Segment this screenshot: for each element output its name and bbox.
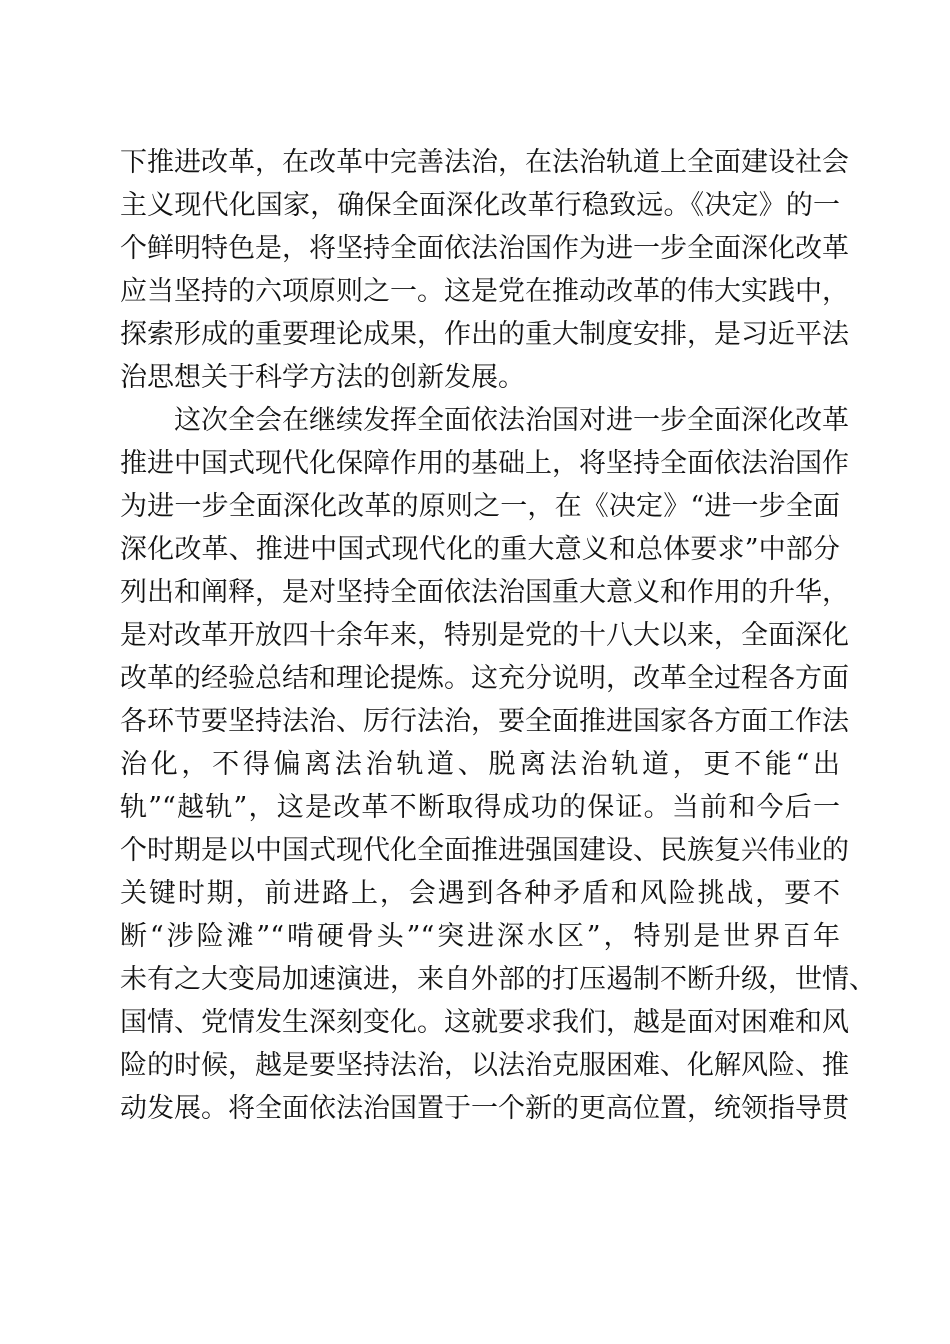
text-line: 个鲜明特色是，将坚持全面依法治国作为进一步全面深化改革 — [120, 233, 849, 264]
text-line: 列出和阐释，是对坚持全面依法治国重大意义和作用的升华， — [120, 577, 849, 608]
text-line: 推进中国式现代化保障作用的基础上，将坚持全面依法治国作 — [120, 448, 849, 479]
text-line: 国情、党情发生深刻变化。这就要求我们，越是面对困难和风 — [120, 1007, 849, 1038]
text-line: 为进一步全面深化改革的原则之一，在《决定》“进一步全面 — [120, 491, 840, 522]
text-line: 探索形成的重要理论成果，作出的重大制度安排，是习近平法 — [120, 319, 849, 350]
text-line: 险的时候，越是要坚持法治，以法治克服困难、化解风险、推 — [120, 1050, 849, 1081]
text-line: 下推进改革，在改革中完善法治，在法治轨道上全面建设社会 — [120, 147, 849, 178]
text-line: 改革的经验总结和理论提炼。这充分说明，改革全过程各方面 — [120, 663, 849, 694]
text-line: 未有之大变局加速演进，来自外部的打压遏制不断升级，世情、 — [120, 964, 876, 995]
text-line: 各环节要坚持法治、厉行法治，要全面推进国家各方面工作法 — [120, 706, 849, 737]
text-line: 主义现代化国家，确保全面深化改革行稳致远。《决定》的一 — [120, 190, 840, 221]
text-line: 关键时期，前进路上，会遇到各种矛盾和风险挑战，要不 — [120, 878, 840, 909]
text-line: 断“涉险滩”“啃硬骨头”“突进深水区”，特别是世界百年 — [120, 921, 840, 952]
paragraph-first-line: 这次全会在继续发挥全面依法治国对进一步全面深化改革 — [174, 405, 849, 436]
text-line: 个时期是以中国式现代化全面推进强国建设、民族复兴伟业的 — [120, 835, 849, 866]
text-line: 是对改革开放四十余年来，特别是党的十八大以来，全面深化 — [120, 620, 849, 651]
text-line: 应当坚持的六项原则之一。这是党在推动改革的伟大实践中， — [120, 276, 849, 307]
paragraph-end-line: 治思想关于科学方法的创新发展。 — [120, 362, 525, 393]
text-line: 动发展。将全面依法治国置于一个新的更高位置，统领指导贯 — [120, 1093, 849, 1124]
text-line: 治化，不得偏离法治轨道、脱离法治轨道，更不能“出 — [120, 749, 840, 780]
text-line: 深化改革、推进中国式现代化的重大意义和总体要求”中部分 — [120, 534, 840, 565]
text-line: 轨”“越轨”，这是改革不断取得成功的保证。当前和今后一 — [120, 792, 840, 823]
body-text — [120, 141, 876, 1130]
